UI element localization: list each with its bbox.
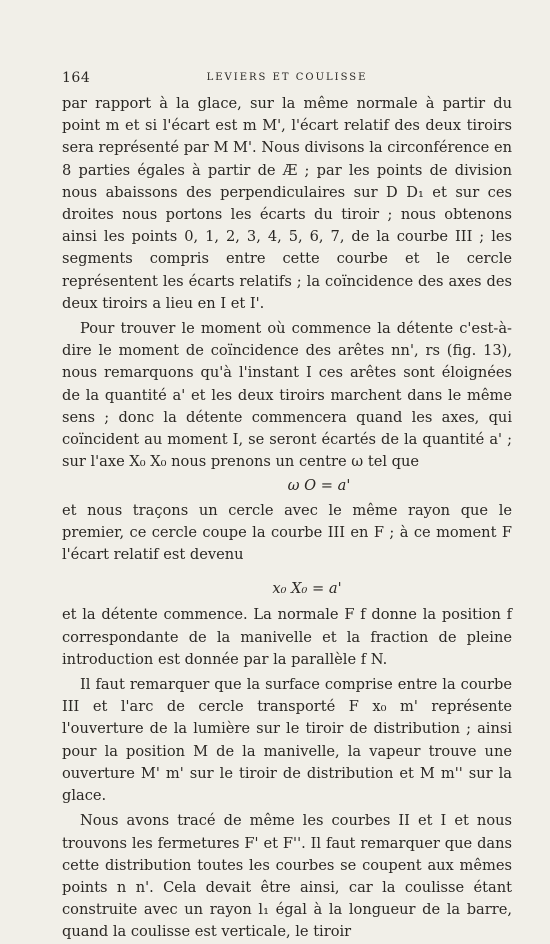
body-text: [62, 93, 512, 944]
formula: ω O = a': [287, 477, 351, 495]
paragraph: Pour trouver le moment où commence la détente c'est-à-dire le moment de coïncidence des arêtes nn', rs (fig. 13), nous remarquons qu'à l'instant I ces arêtes sont éloignées de la quantité a' et les deux tiroirs marchent dans le même sens ; donc la détente commencera quand les axes, qui coïncident au moment I, se seront écartés de la quantité a' ; sur l'axe X₀ X₀ nous prenons un centre ω tel que: [62, 320, 512, 471]
paragraph: par rapport à la glace, sur la même normale à partir du point m et si l'écart est m M', l'écart relatif des deux tiroirs sera représenté par M M'. Nous divisons la circonférence en 8 parties égales à partir de Æ ; par les points de division nous abaissons des perpendiculaires sur D D₁ et sur ces droites nous portons les écarts du tiroir ; nous obtenons ainsi les points 0, 1, 2, 3, 4, 5, 6, 7, de la courbe III ; les segments compris entre cette courbe et le cercle représentent les écarts relatifs ; la coïncidence des axes des deux tiroirs a lieu en I et I'.: [62, 95, 512, 312]
paragraph: et la détente commence. La normale F f donne la position f correspondante de la manivelle et la fraction de pleine introduction est donnée par la parallèle f N.: [62, 606, 512, 668]
paragraph: et nous traçons un cercle avec le même rayon que le premier, ce cercle coupe la courbe III en F ; à ce moment F l'écart relatif est devenu: [62, 501, 512, 564]
paragraph: Il faut remarquer que la surface comprise entre la courbe III et l'arc de cercle transporté F x₀ m' représente l'ouverture de la lumière sur le tiroir de distribution ; ainsi pour la position M de la manivelle, la vapeur trouve une ouverture M' m' sur le tiroir de distribution et M m'' sur la glace.: [62, 676, 512, 805]
paragraph: Nous avons tracé de même les courbes II et I et nous trouvons les fermetures F' et F''. Il faut remarquer que dans cette distribution toutes les courbes se coupent aux mêmes points n n'. Cela devait être ainsi, car la coulisse étant construite avec un rayon l₁ égal à la longueur de la barre, quand la coulisse est verticale, le tiroir: [62, 812, 512, 941]
page-header: [62, 70, 512, 90]
page-number: 164: [62, 70, 91, 86]
formula: x₀ X₀ = a': [272, 580, 342, 598]
running-title: LEVIERS ET COULISSE: [206, 72, 368, 83]
